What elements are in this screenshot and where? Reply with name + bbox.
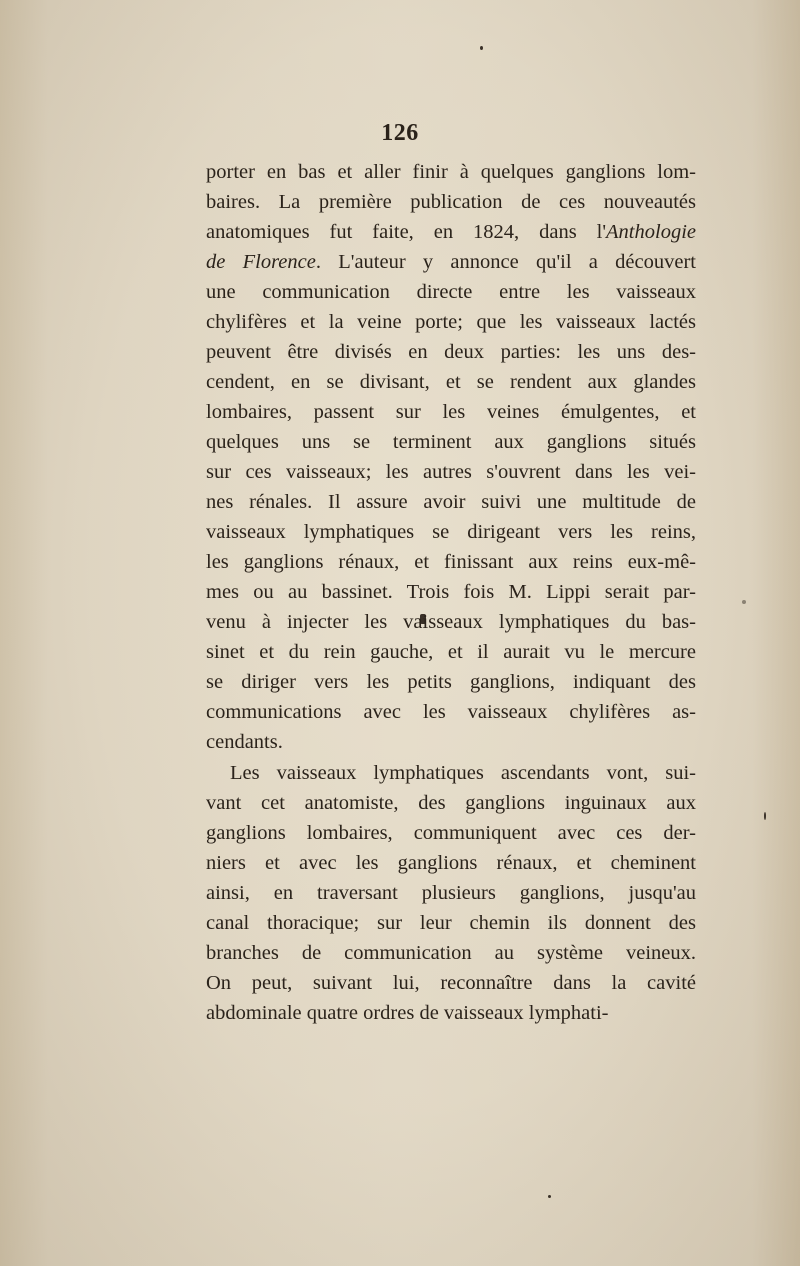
ink-speck: [548, 1195, 551, 1198]
text-line: [206, 217, 696, 247]
text-run: baires. La première publication de ces nouveautés: [206, 191, 696, 213]
text-line: [206, 307, 696, 337]
text-run: les ganglions rénaux, et finissant aux reins eux-mê-: [206, 551, 696, 573]
text-run: communications avec les vaisseaux chylifères as-: [206, 701, 696, 723]
text-run: vant cet anatomiste, des ganglions inguinaux aux: [206, 792, 696, 814]
text-run: mes ou au bassinet. Trois fois M. Lippi serait par-: [206, 581, 696, 603]
text-line: [206, 277, 696, 307]
text-line: [206, 397, 696, 427]
text-line: [206, 968, 696, 998]
text-run: anatomiques fut faite, en 1824, dans l': [206, 221, 607, 243]
ink-speck: [764, 812, 766, 820]
text-run: niers et avec les ganglions rénaux, et cheminent: [206, 852, 696, 874]
ink-speck: [742, 600, 746, 604]
text-line: [206, 727, 696, 757]
text-line: [206, 187, 696, 217]
text-line: [206, 337, 696, 367]
text-run: abdominale quatre ordres de vaisseaux lymphati-: [206, 1002, 609, 1024]
italic-text: Anthologie: [606, 221, 696, 243]
text-line: [206, 487, 696, 517]
paragraph: [206, 758, 696, 1028]
text-line: [206, 427, 696, 457]
text-run: ganglions lombaires, communiquent avec ces der-: [206, 822, 696, 844]
text-line: [206, 247, 696, 277]
text-line: [206, 788, 696, 818]
text-run: canal thoracique; sur leur chemin ils donnent des: [206, 912, 696, 934]
text-line: [206, 938, 696, 968]
text-run: nes rénales. Il assure avoir suivi une multitude de: [206, 491, 696, 513]
text-run: On peut, suivant lui, reconnaître dans la cavité: [206, 972, 696, 994]
text-line: [206, 157, 696, 187]
text-line: [206, 697, 696, 727]
text-run: venu à injecter les vaisseaux lymphatiques du bas-: [206, 611, 696, 633]
text-line: [206, 848, 696, 878]
text-run: chylifères et la veine porte; que les vaisseaux lactés: [206, 311, 696, 333]
text-run: branches de communication au système veineux.: [206, 942, 696, 964]
text-run: quelques uns se terminent aux ganglions situés: [206, 431, 696, 453]
text-line: [206, 367, 696, 397]
text-run: sinet et du rein gauche, et il aurait vu le mercure: [206, 641, 696, 663]
text-run: porter en bas et aller finir à quelques ganglions lom-: [206, 161, 696, 183]
text-line: [206, 637, 696, 667]
text-run: ainsi, en traversant plusieurs ganglions, jusqu'au: [206, 882, 696, 904]
text-line: [206, 457, 696, 487]
text-line: [206, 577, 696, 607]
text-run: Les vaisseaux lymphatiques ascendants vont, sui-: [230, 762, 696, 784]
text-run: . L'auteur y annonce qu'il a découvert: [315, 251, 696, 273]
text-run: se diriger vers les petits ganglions, indiquant des: [206, 671, 696, 693]
text-line: [206, 908, 696, 938]
text-run: lombaires, passent sur les veines émulgentes, et: [206, 401, 696, 423]
ink-speck: [480, 46, 483, 50]
text-line: [206, 998, 696, 1028]
text-run: une communication directe entre les vaisseaux: [206, 281, 696, 303]
italic-text: de Florence: [206, 251, 316, 273]
text-run: cendent, en se divisant, et se rendent aux glandes: [206, 371, 696, 393]
page-number: 126: [381, 120, 419, 146]
text-line: [206, 878, 696, 908]
text-run: vaisseaux lymphatiques se dirigeant vers les reins,: [206, 521, 696, 543]
text-line: [206, 517, 696, 547]
text-run: peuvent être divisés en deux parties: les uns des-: [206, 341, 696, 363]
text-line: [206, 667, 696, 697]
text-line: [206, 758, 696, 788]
text-run: cendants.: [206, 731, 283, 753]
paragraph: [206, 157, 696, 757]
text-line: [206, 607, 696, 637]
text-line: [206, 547, 696, 577]
text-run: sur ces vaisseaux; les autres s'ouvrent dans les vei-: [206, 461, 696, 483]
text-line: [206, 818, 696, 848]
body-text: [206, 157, 696, 1028]
